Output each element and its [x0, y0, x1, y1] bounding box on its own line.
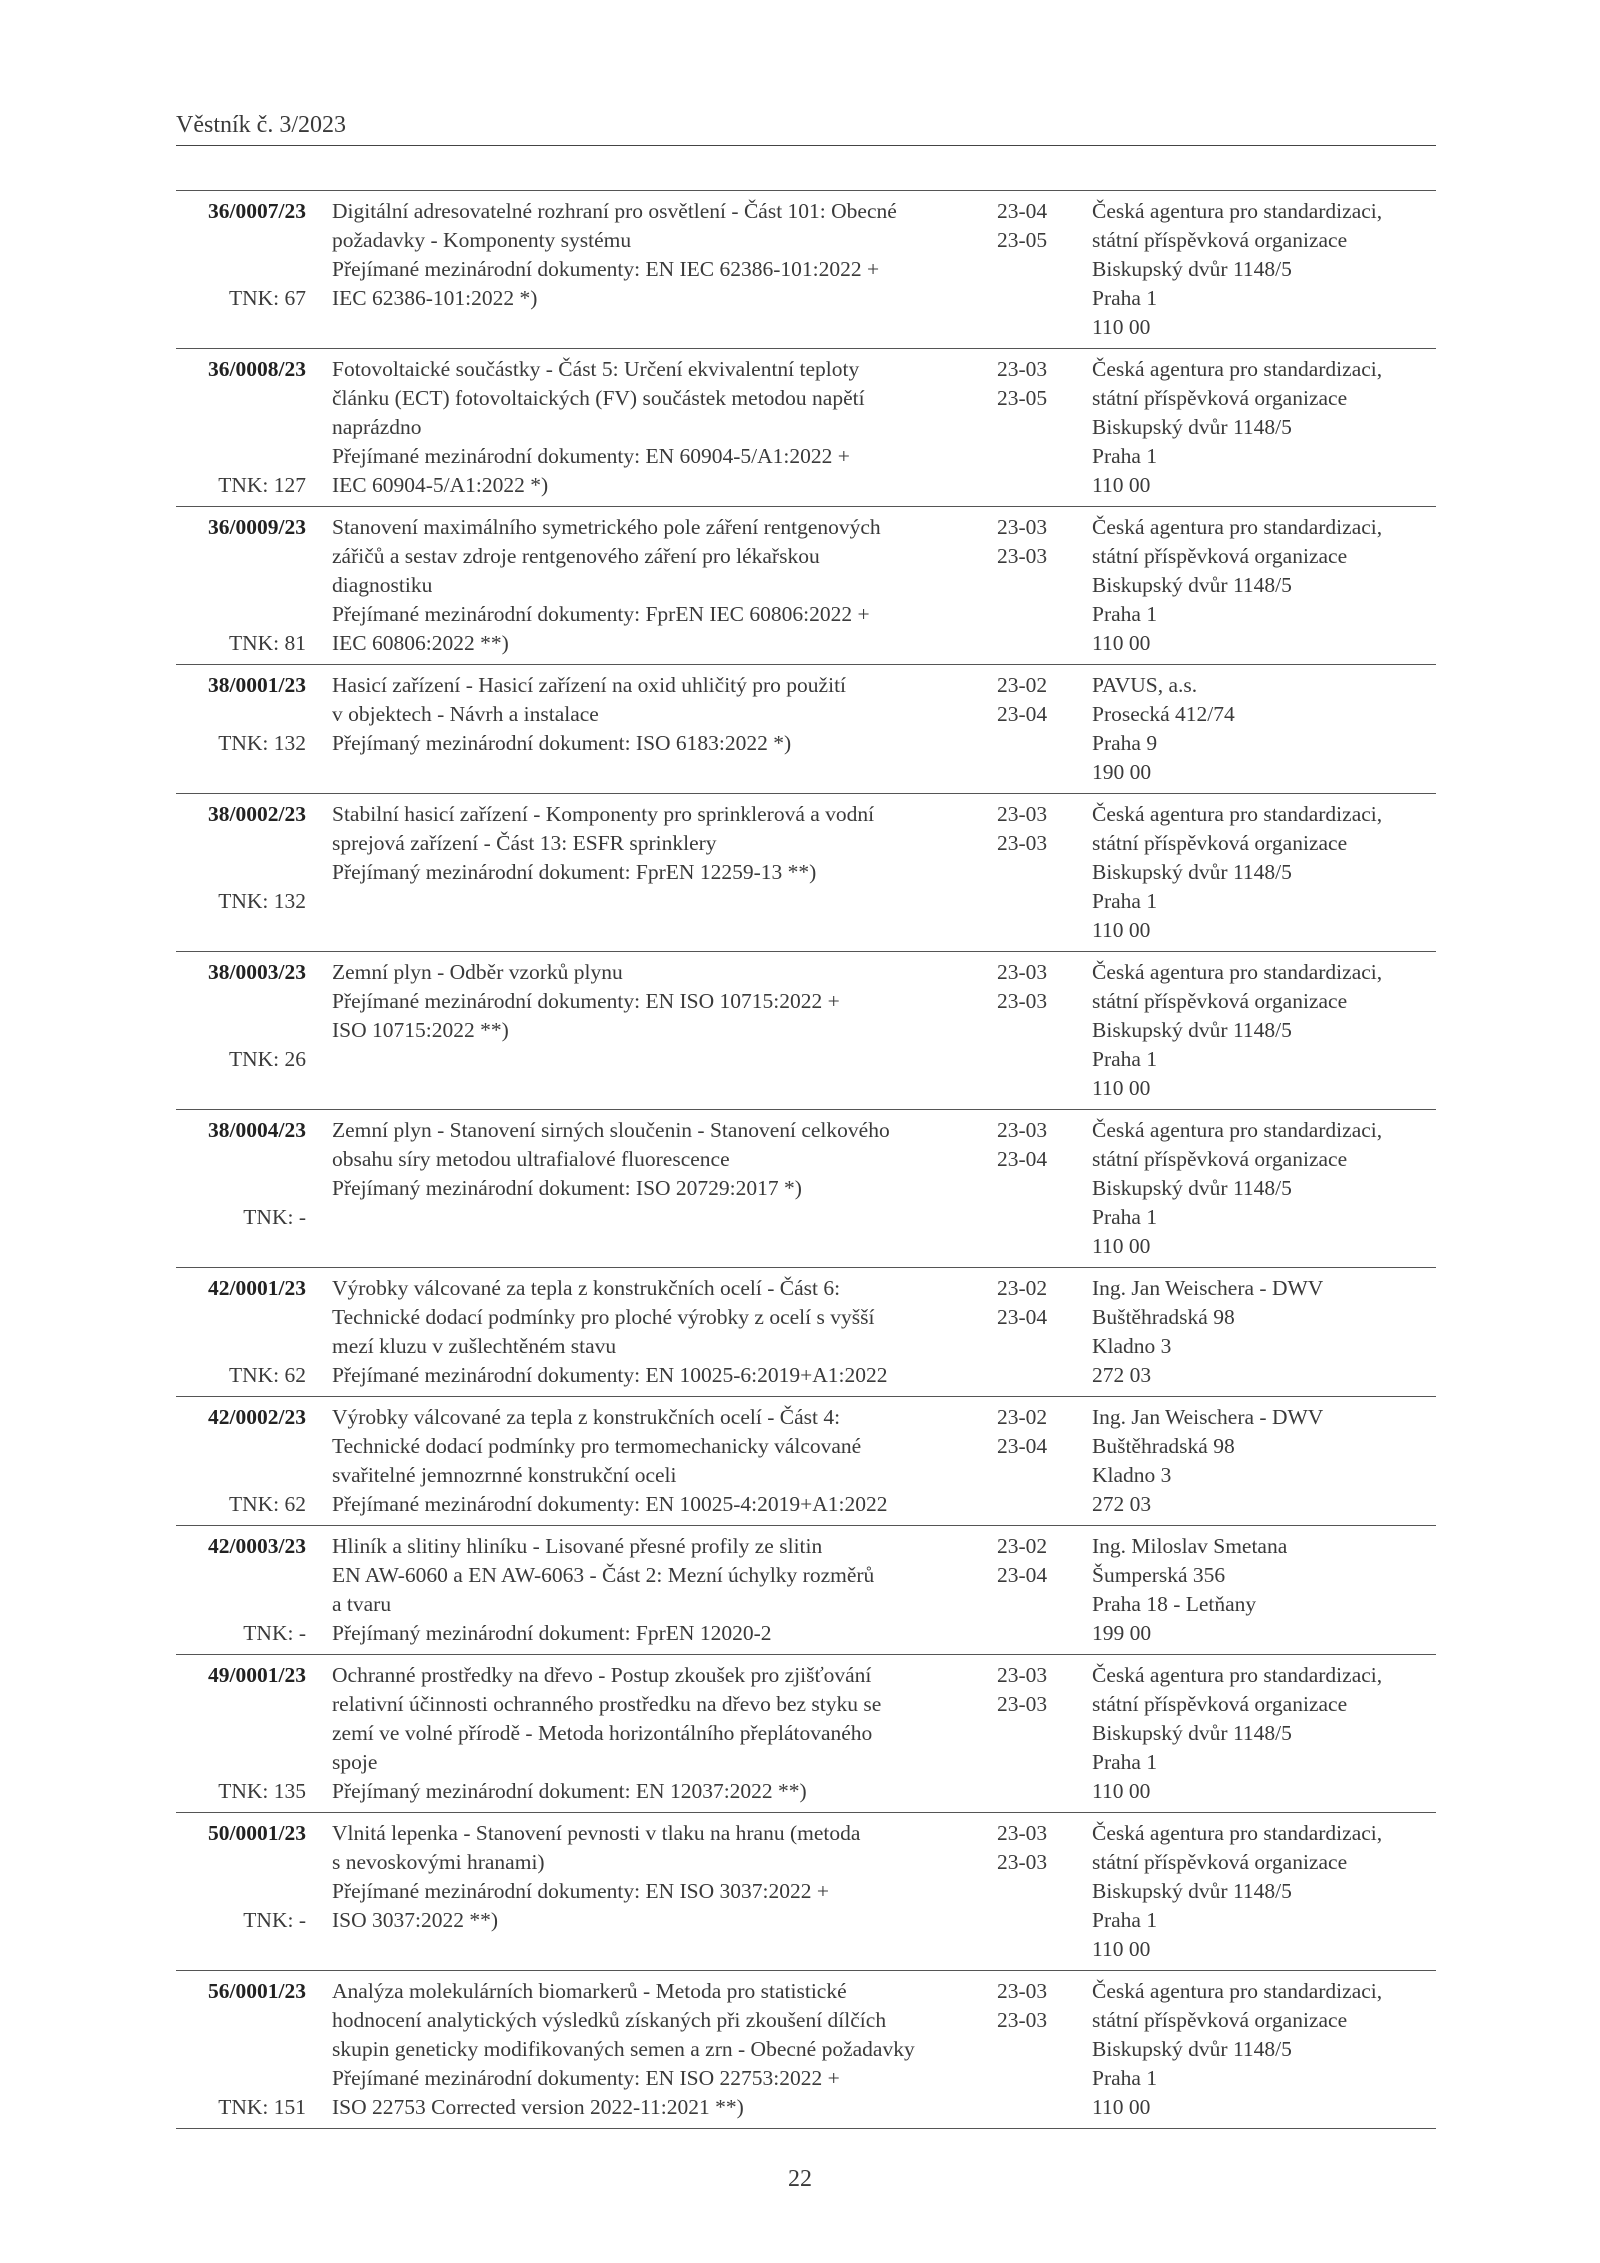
entry-organization-line: 110 00 — [1092, 1234, 1151, 1258]
entry-organization-line: Buštěhradská 98 — [1092, 1305, 1235, 1329]
entry-id-column — [176, 1819, 306, 1964]
entry-title — [332, 355, 982, 500]
table-row — [176, 507, 1436, 665]
entry-organization — [1092, 958, 1436, 1103]
entry-dates — [997, 513, 1077, 658]
entry-id-column — [176, 1403, 306, 1519]
entry-dates — [997, 1661, 1077, 1806]
entry-organization — [1092, 1819, 1436, 1964]
entry-number: 38/0003/23 — [208, 960, 306, 984]
entry-dates — [997, 197, 1077, 342]
entry-organization-line: Česká agentura pro standardizaci, — [1092, 802, 1383, 826]
entry-number: 38/0004/23 — [208, 1118, 306, 1142]
entry-number: 36/0008/23 — [208, 357, 306, 381]
entry-organization-line: Kladno 3 — [1092, 1463, 1172, 1487]
entry-date: 23-03 — [997, 1979, 1048, 2003]
entry-organization-line: Česká agentura pro standardizaci, — [1092, 357, 1383, 381]
entry-id-column — [176, 1274, 306, 1390]
entry-title-line: Přejímané mezinárodní dokumenty: EN 10025-4:2019+A1:2022 — [332, 1492, 888, 1516]
entry-title-line: IEC 60904-5/A1:2022 *) — [332, 473, 549, 497]
entry-organization — [1092, 671, 1436, 787]
entry-date: 23-03 — [997, 831, 1048, 855]
table-row — [176, 349, 1436, 507]
entry-title-line: IEC 60806:2022 **) — [332, 631, 509, 655]
entry-title-line: s nevoskovými hranami) — [332, 1850, 545, 1874]
entry-organization-line: Biskupský dvůr 1148/5 — [1092, 1721, 1292, 1745]
entry-organization-line: státní příspěvková organizace — [1092, 228, 1348, 252]
entry-organization-line: Ing. Miloslav Smetana — [1092, 1534, 1288, 1558]
entry-tnk: TNK: - — [243, 1205, 306, 1229]
entry-title-line: skupin geneticky modifikovaných semen a zrn - Obecné požadavky — [332, 2037, 915, 2061]
entry-date: 23-04 — [997, 1305, 1048, 1329]
entry-organization — [1092, 1274, 1436, 1390]
entry-title-line: a tvaru — [332, 1592, 392, 1616]
table-row — [176, 1526, 1436, 1655]
entry-organization-line: Kladno 3 — [1092, 1334, 1172, 1358]
page-header — [176, 112, 1436, 146]
entry-title-line: článku (ECT) fotovoltaických (FV) součástek metodou napětí — [332, 386, 865, 410]
entry-organization-line: Biskupský dvůr 1148/5 — [1092, 257, 1292, 281]
entry-organization — [1092, 1661, 1436, 1806]
entry-id-column — [176, 671, 306, 787]
entry-organization-line: 272 03 — [1092, 1363, 1152, 1387]
table-row — [176, 1397, 1436, 1526]
entry-title — [332, 1661, 982, 1806]
entry-tnk: TNK: 62 — [228, 1363, 306, 1387]
entry-organization — [1092, 1116, 1436, 1261]
entry-organization-line: státní příspěvková organizace — [1092, 1147, 1348, 1171]
entry-title — [332, 1977, 982, 2122]
entry-dates — [997, 1403, 1077, 1519]
entry-dates — [997, 958, 1077, 1103]
entry-organization-line: Česká agentura pro standardizaci, — [1092, 199, 1383, 223]
entry-organization-line: Praha 1 — [1092, 1047, 1158, 1071]
entry-id-column — [176, 355, 306, 500]
entry-organization-line: státní příspěvková organizace — [1092, 831, 1348, 855]
entry-title — [332, 1819, 982, 1964]
entry-organization-line: Praha 1 — [1092, 1205, 1158, 1229]
entry-title — [332, 800, 982, 945]
entry-title-line: Hliník a slitiny hliníku - Lisované přesné profily ze slitin — [332, 1534, 823, 1558]
entry-organization-line: Biskupský dvůr 1148/5 — [1092, 1018, 1292, 1042]
table-row — [176, 1268, 1436, 1397]
entry-organization-line: Praha 1 — [1092, 1908, 1158, 1932]
entry-title-line: Přejímaný mezinárodní dokument: ISO 6183:2022 *) — [332, 731, 792, 755]
entry-title-line: Přejímaný mezinárodní dokument: ISO 20729:2017 *) — [332, 1176, 802, 1200]
entry-title-line: ISO 10715:2022 **) — [332, 1018, 509, 1042]
entry-organization-line: Praha 1 — [1092, 602, 1158, 626]
entry-date: 23-03 — [997, 544, 1048, 568]
entry-dates — [997, 1116, 1077, 1261]
entry-organization-line: Biskupský dvůr 1148/5 — [1092, 2037, 1292, 2061]
entry-organization — [1092, 355, 1436, 500]
entry-title-line: Fotovoltaické součástky - Část 5: Určení ekvivalentní teploty — [332, 357, 860, 381]
entry-organization-line: státní příspěvková organizace — [1092, 989, 1348, 1013]
entry-organization-line: Praha 18 - Letňany — [1092, 1592, 1257, 1616]
entry-title — [332, 958, 982, 1103]
entries-table — [176, 190, 1436, 2129]
entry-organization-line: Česká agentura pro standardizaci, — [1092, 1979, 1383, 2003]
entry-title-line: Výrobky válcované za tepla z konstrukčních ocelí - Část 6: — [332, 1276, 841, 1300]
entry-title-line: požadavky - Komponenty systému — [332, 228, 632, 252]
entry-organization — [1092, 1977, 1436, 2122]
entry-dates — [997, 671, 1077, 787]
table-row — [176, 665, 1436, 794]
entry-number: 38/0002/23 — [208, 802, 306, 826]
entry-number: 36/0009/23 — [208, 515, 306, 539]
entry-number: 42/0002/23 — [208, 1405, 306, 1429]
entry-title-line: Stabilní hasicí zařízení - Komponenty pro sprinklerová a vodní — [332, 802, 875, 826]
entry-organization-line: PAVUS, a.s. — [1092, 673, 1198, 697]
entry-organization-line: 110 00 — [1092, 1779, 1151, 1803]
page-number: 22 — [788, 2166, 812, 2192]
entry-number: 56/0001/23 — [208, 1979, 306, 2003]
entry-organization-line: Šumperská 356 — [1092, 1563, 1226, 1587]
entry-title-line: EN AW-6060 a EN AW-6063 - Část 2: Mezní úchylky rozměrů — [332, 1563, 875, 1587]
entry-title-line: ISO 22753 Corrected version 2022-11:2021 **) — [332, 2095, 744, 2119]
entry-dates — [997, 1819, 1077, 1964]
entry-id-column — [176, 800, 306, 945]
entry-number: 42/0003/23 — [208, 1534, 306, 1558]
entry-date: 23-02 — [997, 1276, 1048, 1300]
entry-organization-line: Česká agentura pro standardizaci, — [1092, 1663, 1383, 1687]
entry-dates — [997, 1532, 1077, 1648]
entry-title-line: Přejímané mezinárodní dokumenty: EN ISO 22753:2022 + — [332, 2066, 840, 2090]
entry-title-line: Hasicí zařízení - Hasicí zařízení na oxid uhličitý pro použití — [332, 673, 847, 697]
entry-date: 23-03 — [997, 802, 1048, 826]
entry-dates — [997, 1977, 1077, 2122]
entry-tnk: TNK: 26 — [228, 1047, 306, 1071]
entry-organization-line: 110 00 — [1092, 918, 1151, 942]
entry-dates — [997, 800, 1077, 945]
entry-organization-line: 199 00 — [1092, 1621, 1152, 1645]
entry-tnk: TNK: 132 — [218, 889, 306, 913]
table-row — [176, 1971, 1436, 2129]
entry-date: 23-03 — [997, 1663, 1048, 1687]
entry-organization-line: Biskupský dvůr 1148/5 — [1092, 573, 1292, 597]
entry-organization-line: Prosecká 412/74 — [1092, 702, 1235, 726]
entry-organization — [1092, 800, 1436, 945]
entry-title — [332, 671, 982, 787]
entry-title-line: Analýza molekulárních biomarkerů - Metoda pro statistické — [332, 1979, 847, 2003]
entry-id-column — [176, 1661, 306, 1806]
header-title: Věstník č. 3/2023 — [176, 112, 346, 138]
entry-title-line: Přejímané mezinárodní dokumenty: FprEN IEC 60806:2022 + — [332, 602, 870, 626]
entry-title-line: hodnocení analytických výsledků získaných při zkoušení dílčích — [332, 2008, 887, 2032]
entry-dates — [997, 1274, 1077, 1390]
entry-organization-line: Ing. Jan Weischera - DWV — [1092, 1405, 1324, 1429]
entry-organization-line: Biskupský dvůr 1148/5 — [1092, 860, 1292, 884]
entry-organization-line: 110 00 — [1092, 1076, 1151, 1100]
entry-date: 23-05 — [997, 386, 1048, 410]
entry-title-line: Přejímané mezinárodní dokumenty: EN ISO 3037:2022 + — [332, 1879, 829, 1903]
entry-date: 23-03 — [997, 960, 1048, 984]
entry-title-line: Přejímaný mezinárodní dokument: FprEN 12020-2 — [332, 1621, 772, 1645]
entry-date: 23-02 — [997, 1405, 1048, 1429]
entry-organization-line: Biskupský dvůr 1148/5 — [1092, 415, 1292, 439]
entry-tnk: TNK: 132 — [218, 731, 306, 755]
entry-organization-line: Praha 9 — [1092, 731, 1158, 755]
entry-title-line: zemí ve volné přírodě - Metoda horizontálního přeplátovaného — [332, 1721, 873, 1745]
entry-title — [332, 197, 982, 342]
entry-title-line: v objektech - Návrh a instalace — [332, 702, 599, 726]
entry-organization-line: Česká agentura pro standardizaci, — [1092, 515, 1383, 539]
entry-organization — [1092, 1403, 1436, 1519]
entry-title-line: Zemní plyn - Stanovení sirných sloučenin - Stanovení celkového — [332, 1118, 890, 1142]
entry-organization-line: Praha 1 — [1092, 2066, 1158, 2090]
entry-title-line: Přejímaný mezinárodní dokument: FprEN 12259-13 **) — [332, 860, 817, 884]
entry-title-line: obsahu síry metodou ultrafialové fluorescence — [332, 1147, 730, 1171]
entry-date: 23-05 — [997, 228, 1048, 252]
entry-id-column — [176, 1532, 306, 1648]
entry-title-line: sprejová zařízení - Část 13: ESFR sprinklery — [332, 831, 717, 855]
entry-title — [332, 1274, 982, 1390]
entry-organization-line: 110 00 — [1092, 315, 1151, 339]
entry-title-line: Stanovení maximálního symetrického pole záření rentgenových — [332, 515, 881, 539]
entry-title-line: IEC 62386-101:2022 *) — [332, 286, 538, 310]
entry-id-column — [176, 958, 306, 1103]
entry-title-line: mezí kluzu v zušlechtěném stavu — [332, 1334, 617, 1358]
entry-title-line: zářičů a sestav zdroje rentgenového záření pro lékařskou — [332, 544, 820, 568]
entry-organization-line: Ing. Jan Weischera - DWV — [1092, 1276, 1324, 1300]
entry-organization-line: 110 00 — [1092, 2095, 1151, 2119]
entry-date: 23-03 — [997, 357, 1048, 381]
entry-organization-line: státní příspěvková organizace — [1092, 2008, 1348, 2032]
entry-title — [332, 1116, 982, 1261]
entry-title — [332, 1403, 982, 1519]
entry-organization-line: 110 00 — [1092, 631, 1151, 655]
entry-date: 23-04 — [997, 1563, 1048, 1587]
entry-title — [332, 1532, 982, 1648]
entry-tnk: TNK: 67 — [228, 286, 306, 310]
entry-id-column — [176, 513, 306, 658]
entry-organization — [1092, 513, 1436, 658]
table-row — [176, 191, 1436, 349]
entry-title-line: ISO 3037:2022 **) — [332, 1908, 499, 1932]
entry-organization-line: Biskupský dvůr 1148/5 — [1092, 1176, 1292, 1200]
entry-title-line: svařitelné jemnozrnné konstrukční oceli — [332, 1463, 677, 1487]
entry-date: 23-03 — [997, 1692, 1048, 1716]
entry-title-line: Přejímané mezinárodní dokumenty: EN ISO 10715:2022 + — [332, 989, 840, 1013]
table-row — [176, 1655, 1436, 1813]
entry-organization-line: Česká agentura pro standardizaci, — [1092, 960, 1383, 984]
entry-number: 42/0001/23 — [208, 1276, 306, 1300]
entry-id-column — [176, 1116, 306, 1261]
entry-date: 23-03 — [997, 1118, 1048, 1142]
entry-organization-line: 190 00 — [1092, 760, 1152, 784]
entry-number: 50/0001/23 — [208, 1821, 306, 1845]
entry-tnk: TNK: - — [243, 1908, 306, 1932]
entry-title-line: Ochranné prostředky na dřevo - Postup zkoušek pro zjišťování — [332, 1663, 872, 1687]
entry-title-line: Zemní plyn - Odběr vzorků plynu — [332, 960, 623, 984]
entry-organization-line: 272 03 — [1092, 1492, 1152, 1516]
entry-organization-line: státní příspěvková organizace — [1092, 386, 1348, 410]
entry-organization-line: Biskupský dvůr 1148/5 — [1092, 1879, 1292, 1903]
entry-tnk: TNK: 127 — [218, 473, 306, 497]
entry-title-line: Přejímaný mezinárodní dokument: EN 12037:2022 **) — [332, 1779, 807, 1803]
entry-tnk: TNK: 81 — [228, 631, 306, 655]
table-row — [176, 952, 1436, 1110]
entry-title-line: relativní účinnosti ochranného prostředku na dřevo bez styku se — [332, 1692, 882, 1716]
entry-date: 23-04 — [997, 702, 1048, 726]
entry-title-line: Přejímané mezinárodní dokumenty: EN IEC 62386-101:2022 + — [332, 257, 880, 281]
entry-title-line: Výrobky válcované za tepla z konstrukčních ocelí - Část 4: — [332, 1405, 841, 1429]
entry-date: 23-03 — [997, 1850, 1048, 1874]
entry-tnk: TNK: 62 — [228, 1492, 306, 1516]
entry-title-line: Digitální adresovatelné rozhraní pro osvětlení - Část 101: Obecné — [332, 199, 897, 223]
entry-date: 23-04 — [997, 199, 1048, 223]
entry-title-line: Přejímané mezinárodní dokumenty: EN 60904-5/A1:2022 + — [332, 444, 850, 468]
table-row — [176, 1813, 1436, 1971]
entry-organization — [1092, 197, 1436, 342]
entry-number: 49/0001/23 — [208, 1663, 306, 1687]
entry-date: 23-03 — [997, 1821, 1048, 1845]
entry-title-line: Vlnitá lepenka - Stanovení pevnosti v tlaku na hranu (metoda — [332, 1821, 861, 1845]
table-row — [176, 794, 1436, 952]
entry-date: 23-04 — [997, 1147, 1048, 1171]
entry-organization-line: Česká agentura pro standardizaci, — [1092, 1118, 1383, 1142]
entry-organization-line: Praha 1 — [1092, 444, 1158, 468]
entry-organization-line: Praha 1 — [1092, 286, 1158, 310]
entry-date: 23-02 — [997, 673, 1048, 697]
entry-title-line: naprázdno — [332, 415, 422, 439]
entry-number: 36/0007/23 — [208, 199, 306, 223]
entry-organization — [1092, 1532, 1436, 1648]
entry-tnk: TNK: 151 — [218, 2095, 306, 2119]
entry-date: 23-03 — [997, 989, 1048, 1013]
entry-date: 23-02 — [997, 1534, 1048, 1558]
entry-title-line: diagnostiku — [332, 573, 433, 597]
entry-organization-line: Praha 1 — [1092, 1750, 1158, 1774]
entry-date: 23-04 — [997, 1434, 1048, 1458]
entry-organization-line: státní příspěvková organizace — [1092, 1692, 1348, 1716]
entry-title-line: spoje — [332, 1750, 378, 1774]
entry-organization-line: Praha 1 — [1092, 889, 1158, 913]
table-row — [176, 1110, 1436, 1268]
entry-dates — [997, 355, 1077, 500]
entry-title-line: Přejímané mezinárodní dokumenty: EN 10025-6:2019+A1:2022 — [332, 1363, 888, 1387]
entry-number: 38/0001/23 — [208, 673, 306, 697]
entry-tnk: TNK: - — [243, 1621, 306, 1645]
entry-organization-line: Česká agentura pro standardizaci, — [1092, 1821, 1383, 1845]
entry-organization-line: 110 00 — [1092, 473, 1151, 497]
entry-id-column — [176, 1977, 306, 2122]
entry-organization-line: státní příspěvková organizace — [1092, 1850, 1348, 1874]
entry-organization-line: 110 00 — [1092, 1937, 1151, 1961]
entry-title-line: Technické dodací podmínky pro ploché výrobky z ocelí s vyšší — [332, 1305, 875, 1329]
entry-title — [332, 513, 982, 658]
entry-tnk: TNK: 135 — [218, 1779, 306, 1803]
entry-date: 23-03 — [997, 2008, 1048, 2032]
entry-organization-line: Buštěhradská 98 — [1092, 1434, 1235, 1458]
entry-date: 23-03 — [997, 515, 1048, 539]
entry-organization-line: státní příspěvková organizace — [1092, 544, 1348, 568]
entry-id-column — [176, 197, 306, 342]
entry-title-line: Technické dodací podmínky pro termomechanicky válcované — [332, 1434, 862, 1458]
